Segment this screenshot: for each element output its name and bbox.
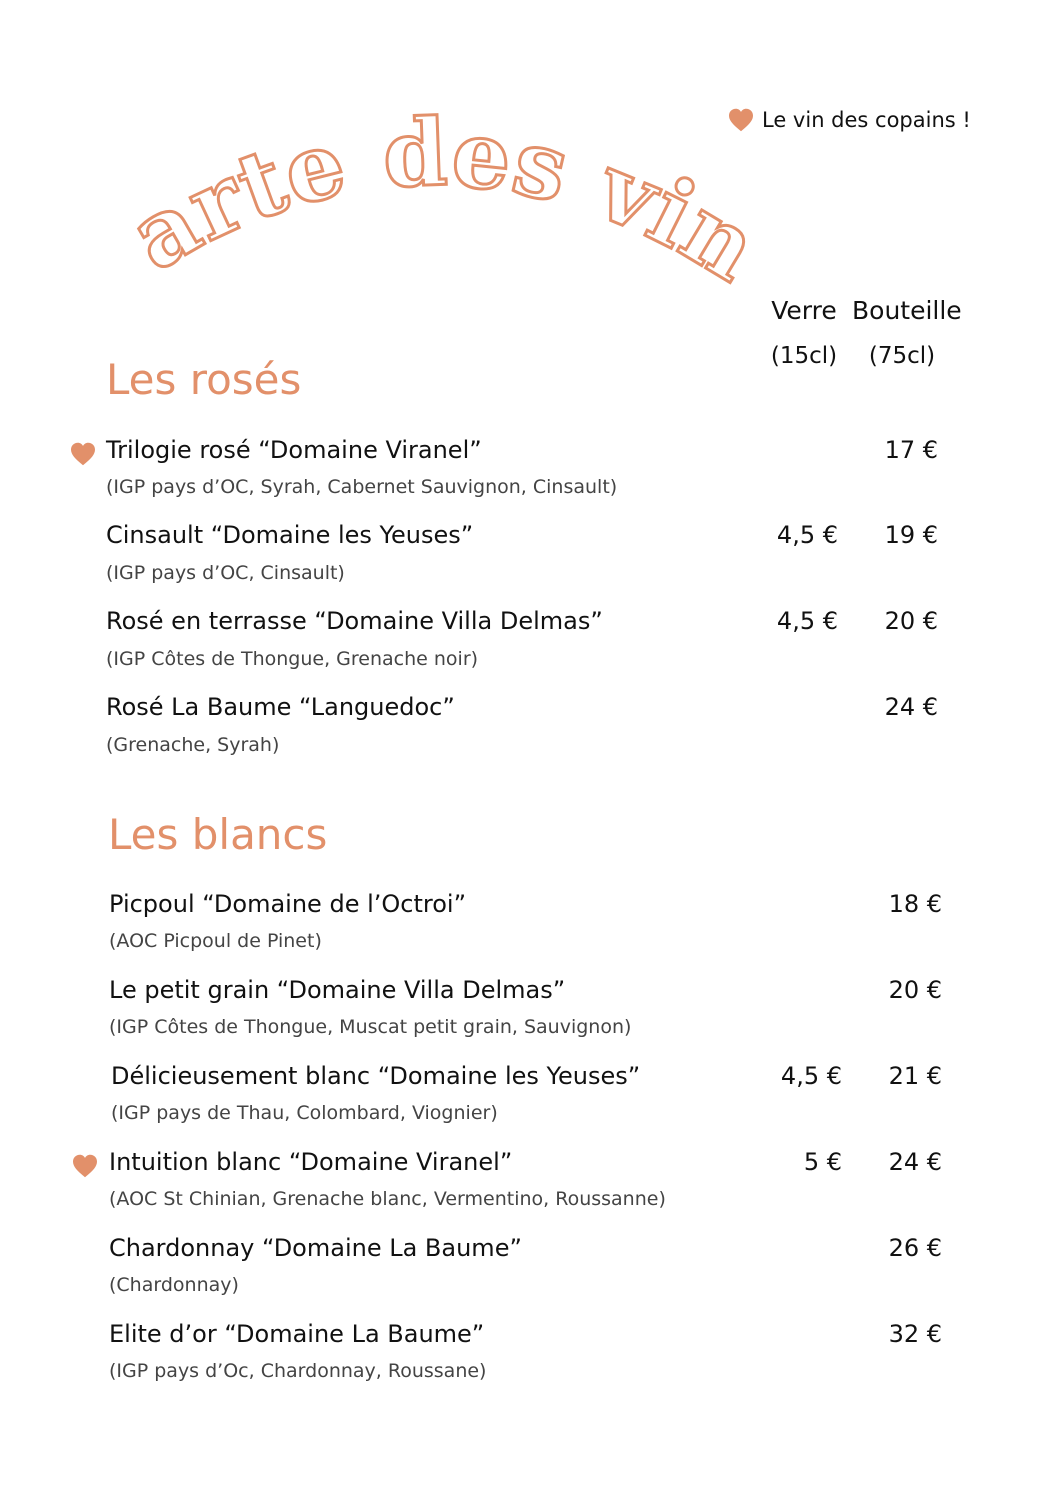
bottle-price: 19 € (884, 521, 938, 549)
wine-name: Délicieusement blanc “Domaine les Yeuses” (111, 1062, 641, 1090)
wine-desc: (Chardonnay) (109, 1274, 239, 1296)
wine-desc: (AOC Picpoul de Pinet) (109, 930, 322, 952)
page-title-text: Carte des vins (72, 14, 777, 304)
glass-price: 4,5 € (780, 1062, 842, 1090)
wine-desc: (IGP pays d’Oc, Chardonnay, Roussane) (109, 1360, 487, 1382)
wine-desc: (IGP pays de Thau, Colombard, Viognier) (111, 1102, 498, 1124)
favorite-heart-icon (72, 1154, 98, 1178)
wine-name: Le petit grain “Domaine Villa Delmas” (109, 976, 566, 1004)
wine-desc: (IGP pays d’OC, Cinsault) (106, 562, 345, 584)
bottle-price: 24 € (884, 693, 938, 721)
wine-name: Intuition blanc “Domaine Viranel” (109, 1148, 513, 1176)
bottle-price: 18 € (888, 890, 942, 918)
glass-price: 4,5 € (776, 607, 838, 635)
bottle-price: 32 € (888, 1320, 942, 1348)
bottle-price: 20 € (884, 607, 938, 635)
legend-text: Le vin des copains ! (762, 108, 971, 132)
bottle-column-size: (75cl) (868, 343, 936, 369)
wine-name: Cinsault “Domaine les Yeuses” (106, 521, 474, 549)
bottle-price: 24 € (888, 1148, 942, 1176)
wine-name: Trilogie rosé “Domaine Viranel” (106, 436, 482, 464)
bottle-price: 21 € (888, 1062, 942, 1090)
wine-desc: (Grenache, Syrah) (106, 734, 280, 756)
wine-name: Rosé en terrasse “Domaine Villa Delmas” (106, 607, 603, 635)
wine-desc: (AOC St Chinian, Grenache blanc, Vermentino, Roussanne) (109, 1188, 666, 1210)
wine-name: Elite d’or “Domaine La Baume” (109, 1320, 485, 1348)
glass-price: 5 € (803, 1148, 842, 1176)
section-title-blancs: Les blancs (108, 810, 328, 859)
favorite-heart-icon (70, 442, 96, 466)
wine-desc: (IGP pays d’OC, Syrah, Cabernet Sauvignon, Cinsault) (106, 476, 618, 498)
section-title-roses: Les rosés (106, 355, 302, 404)
bottle-price: 17 € (884, 436, 938, 464)
page-title (72, 14, 777, 310)
glass-column-header: Verre (771, 296, 837, 325)
wine-name: Rosé La Baume “Languedoc” (106, 693, 455, 721)
glass-column-size: (15cl) (770, 343, 838, 369)
bottle-column-header: Bouteille (852, 296, 962, 325)
wine-desc: (IGP Côtes de Thongue, Grenache noir) (106, 648, 479, 670)
glass-price: 4,5 € (776, 521, 838, 549)
wine-name: Picpoul “Domaine de l’Octroi” (109, 890, 466, 918)
bottle-price: 26 € (888, 1234, 942, 1262)
bottle-price: 20 € (888, 976, 942, 1004)
wine-desc: (IGP Côtes de Thongue, Muscat petit grain, Sauvignon) (109, 1016, 632, 1038)
wine-name: Chardonnay “Domaine La Baume” (109, 1234, 522, 1262)
